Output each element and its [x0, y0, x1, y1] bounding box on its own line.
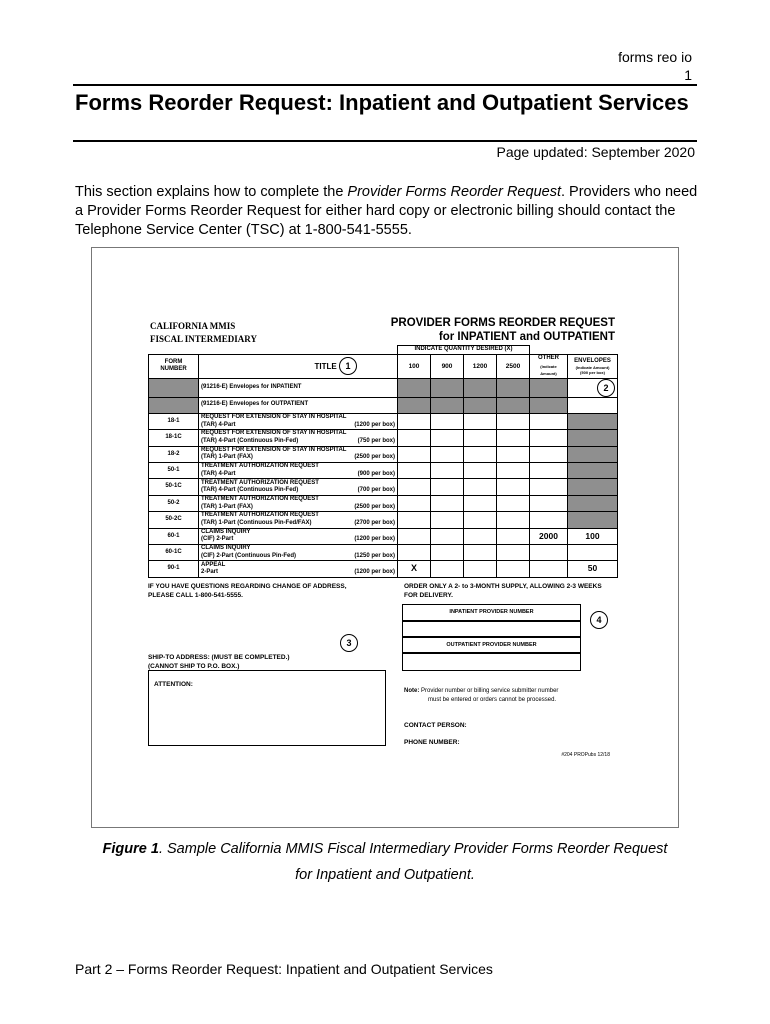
qty-100-cell[interactable] — [398, 479, 431, 495]
form-parts: (TAR) 4-Part — [201, 470, 236, 477]
form-title-line-1: TREATMENT AUTHORIZATION REQUEST — [201, 496, 319, 503]
other-amount-cell[interactable] — [530, 446, 568, 462]
phone-number-label: PHONE NUMBER: — [404, 739, 460, 746]
form-box-qty: (750 per box) — [357, 437, 395, 444]
intro-paragraph — [75, 183, 705, 240]
qty-2500-cell[interactable] — [497, 430, 530, 446]
form-title-cell — [199, 413, 398, 429]
questions-note: IF YOU HAVE QUESTIONS REGARDING CHANGE OF ADDRESS, PLEASE CALL 1-800-541-5555. — [148, 583, 347, 599]
form-number: 50-2C — [149, 512, 199, 528]
shaded-cell — [431, 397, 464, 413]
page-reference — [618, 48, 692, 84]
other-amount-cell[interactable] — [530, 430, 568, 446]
form-title-line-1: APPEAL — [201, 561, 226, 568]
reorder-table — [148, 345, 618, 578]
form-title-line-2 — [201, 438, 395, 446]
form-title-line-2 — [201, 454, 395, 462]
qty-100-cell[interactable] — [398, 545, 431, 561]
table-row — [149, 561, 618, 577]
form-title-cell — [199, 446, 398, 462]
other-amount-cell[interactable] — [530, 463, 568, 479]
form-parts: (CIF) 2-Part — [201, 536, 234, 543]
table-row — [149, 512, 618, 528]
intro-text-b: . Providers who need a Provider Forms Reorder Request for either hard copy or electronic billing should contact the Telephone Service Center (TSC) at 1-800-541-5555. — [75, 184, 698, 238]
qty-2500-cell[interactable] — [497, 528, 530, 544]
page-updated: Page updated: September 2020 — [496, 144, 695, 160]
qty-100-cell[interactable] — [398, 512, 431, 528]
indicate-quantity-header: INDICATE QUANTITY DESIRED (X) — [398, 346, 530, 355]
outpatient-provider-number-input[interactable] — [402, 653, 581, 671]
envelope-title: (91216-E) Envelopes for OUTPATIENT — [199, 397, 398, 413]
form-parts: (TAR) 1-Part (FAX) — [201, 503, 253, 510]
note-line-2: must be entered or orders cannot be processed. — [428, 697, 557, 703]
form-title-cell — [199, 463, 398, 479]
shaded-cell — [149, 378, 199, 397]
col-qty-3: 1200 — [464, 355, 497, 379]
ship-to-address-field[interactable] — [148, 670, 386, 746]
form-title-line-1: TREATMENT AUTHORIZATION REQUEST — [201, 479, 319, 486]
envelope-title: (91216-E) Envelopes for INPATIENT — [199, 378, 398, 397]
form-box-qty: (1200 per box) — [354, 536, 395, 543]
envelope-amount-cell — [568, 446, 618, 462]
form-title — [391, 316, 615, 344]
form-title-line-1: TREATMENT AUTHORIZATION REQUEST — [201, 512, 319, 519]
callout-3: 3 — [340, 634, 358, 652]
form-parts: (TAR) 4-Part (Continuous Pin-Fed) — [201, 487, 299, 494]
shaded-cell — [398, 397, 431, 413]
attention-label: ATTENTION: — [154, 681, 193, 688]
provider-note — [404, 687, 558, 705]
envelope-row — [149, 378, 618, 397]
other-amount-cell[interactable] — [530, 479, 568, 495]
other-amount-cell[interactable] — [530, 413, 568, 429]
qty-1200-cell[interactable] — [464, 413, 497, 429]
form-title-cell — [199, 512, 398, 528]
shaded-cell — [530, 397, 568, 413]
col-envelopes-label: ENVELOPES — [574, 357, 611, 364]
form-number: 50-2 — [149, 495, 199, 511]
org-line-2: FISCAL INTERMEDIARY — [150, 334, 257, 344]
form-number: 18-1C — [149, 430, 199, 446]
ship-to-line-1: SHIP-TO ADDRESS: (MUST BE COMPLETED.) — [148, 654, 290, 661]
org-line-1: CALIFORNIA MMIS — [150, 321, 236, 331]
form-title-line-2 — [201, 504, 395, 512]
col-other-sub: (Indicate Amount) — [540, 363, 557, 376]
form-parts: (TAR) 4-Part — [201, 421, 236, 428]
qty-2500-cell[interactable] — [497, 495, 530, 511]
caption-label: Figure 1 — [102, 841, 159, 857]
table-row — [149, 430, 618, 446]
table-row — [149, 545, 618, 561]
envelope-amount-cell — [568, 495, 618, 511]
form-title-line-2 — [201, 536, 395, 544]
ship-to-line-2: (CANNOT SHIP TO P.O. BOX.) — [148, 663, 240, 670]
form-number: 18-1 — [149, 413, 199, 429]
intro-emphasis: Provider Forms Reorder Request — [347, 184, 561, 200]
contact-person-label: CONTACT PERSON: — [404, 722, 467, 729]
qty-100-cell[interactable]: X — [398, 561, 431, 577]
envelope-row — [149, 397, 618, 413]
form-title-cell — [199, 545, 398, 561]
doc-code: forms reo io — [618, 49, 692, 65]
qty-1200-cell[interactable] — [464, 545, 497, 561]
envelope-amount-cell — [568, 512, 618, 528]
qty-2500-cell[interactable] — [497, 545, 530, 561]
envelope-amount-cell — [568, 463, 618, 479]
page-number: 1 — [684, 67, 692, 83]
col-qty-2: 900 — [431, 355, 464, 379]
form-title-line-2 — [201, 553, 395, 561]
col-other-label: OTHER — [538, 355, 559, 361]
figure-caption — [75, 836, 695, 888]
col-other — [530, 355, 568, 379]
inpatient-provider-number-field[interactable] — [402, 604, 581, 621]
form-number: 50-1 — [149, 463, 199, 479]
qty-900-cell[interactable] — [431, 479, 464, 495]
other-amount-cell[interactable]: 2000 — [530, 528, 568, 544]
col-qty-1: 100 — [398, 355, 431, 379]
qty-900-cell[interactable] — [431, 495, 464, 511]
qty-100-cell[interactable] — [398, 495, 431, 511]
form-title-line-1: REQUEST FOR EXTENSION OF STAY IN HOSPITAL — [201, 414, 347, 421]
qty-2500-cell[interactable] — [497, 463, 530, 479]
envelope-qty-cell[interactable] — [568, 378, 618, 397]
envelope-amount-cell — [568, 413, 618, 429]
note-line-1: Provider number or billing service submitter number — [421, 688, 559, 694]
form-parts: 2-Part — [201, 569, 219, 576]
shaded-cell — [530, 378, 568, 397]
qty-1200-cell[interactable] — [464, 446, 497, 462]
form-title-line-1: REQUEST FOR EXTENSION OF STAY IN HOSPITAL — [201, 446, 347, 453]
form-box-qty: (2500 per box) — [354, 503, 395, 510]
table-row — [149, 463, 618, 479]
form-box-qty: (2500 per box) — [354, 454, 395, 461]
shaded-cell — [497, 397, 530, 413]
form-title-cell — [199, 479, 398, 495]
form-box-qty: (1250 per box) — [354, 552, 395, 559]
intro-text-a: This section explains how to complete the — [75, 184, 348, 200]
shaded-cell — [464, 378, 497, 397]
form-parts: (TAR) 4-Part (Continuous Pin-Fed) — [201, 437, 299, 444]
qty-100-cell[interactable] — [398, 413, 431, 429]
form-parts: (TAR) 1-Part (Continuous Pin-Fed/FAX) — [201, 519, 312, 526]
col-qty-4: 2500 — [497, 355, 530, 379]
form-title-line-1: CLAIMS INQUIRY — [201, 545, 251, 552]
inpatient-provider-number-input[interactable] — [402, 621, 581, 637]
envelope-amount-cell — [568, 430, 618, 446]
form-title-line-2 — [201, 520, 395, 528]
qty-900-cell[interactable] — [431, 413, 464, 429]
qty-900-cell[interactable] — [431, 545, 464, 561]
ship-to-label — [148, 653, 290, 671]
top-rule — [73, 84, 697, 86]
form-title-cell — [199, 561, 398, 577]
table-row — [149, 495, 618, 511]
qty-1200-cell[interactable] — [464, 512, 497, 528]
table-row — [149, 528, 618, 544]
col-envelopes-sub-1: (Indicate Amount) — [575, 365, 610, 370]
envelope-amount-cell[interactable]: 100 — [568, 528, 618, 544]
qty-2500-cell[interactable] — [497, 512, 530, 528]
qty-1200-cell[interactable] — [464, 479, 497, 495]
other-amount-cell[interactable] — [530, 495, 568, 511]
qty-900-cell[interactable] — [431, 463, 464, 479]
form-parts: (TAR) 1-Part (FAX) — [201, 454, 253, 461]
form-title-line-2 — [201, 569, 395, 577]
col-title-label: TITLE — [314, 362, 337, 372]
qty-100-cell[interactable] — [398, 446, 431, 462]
qty-1200-cell[interactable] — [464, 495, 497, 511]
form-title-line-2 — [201, 422, 395, 430]
col-form-number: FORM NUMBER — [149, 355, 199, 379]
qty-1200-cell[interactable] — [464, 561, 497, 577]
envelope-amount-cell[interactable]: 50 — [568, 561, 618, 577]
form-title-cell — [199, 495, 398, 511]
form-number: 90-1 — [149, 561, 199, 577]
outpatient-provider-number-field[interactable] — [402, 637, 581, 653]
title-rule — [73, 140, 697, 142]
shaded-cell — [497, 378, 530, 397]
shaded-cell — [431, 378, 464, 397]
table-row — [149, 413, 618, 429]
outpatient-provider-number-label: OUTPATIENT PROVIDER NUMBER — [446, 642, 537, 648]
order-note: ORDER ONLY A 2- to 3-MONTH SUPPLY, ALLOWING 2-3 WEEKS FOR DELIVERY. — [404, 583, 602, 599]
table-row — [149, 446, 618, 462]
form-title-line-1: PROVIDER FORMS REORDER REQUEST — [390, 317, 615, 329]
other-amount-cell[interactable] — [530, 545, 568, 561]
col-envelopes-sub-2: (500 per box) — [580, 370, 605, 375]
form-box-qty: (2700 per box) — [354, 519, 395, 526]
form-box-qty: (1200 per box) — [354, 569, 395, 576]
form-box-qty: (700 per box) — [357, 487, 395, 494]
form-title-line-2 — [201, 487, 395, 495]
form-rows — [149, 413, 618, 577]
shaded-cell — [464, 397, 497, 413]
qty-100-cell[interactable] — [398, 528, 431, 544]
form-number: 18-2 — [149, 446, 199, 462]
org-name — [150, 320, 257, 346]
form-number: 50-1C — [149, 479, 199, 495]
other-amount-cell[interactable] — [530, 561, 568, 577]
form-number: 60-1 — [149, 528, 199, 544]
qty-2500-cell[interactable] — [497, 413, 530, 429]
form-title-line-2: for INPATIENT and OUTPATIENT — [438, 331, 615, 343]
qty-900-cell[interactable] — [431, 446, 464, 462]
qty-1200-cell[interactable] — [464, 528, 497, 544]
form-title-line-1: CLAIMS INQUIRY — [201, 528, 251, 535]
form-code: #204 PROPubs 12/18 — [561, 752, 610, 758]
qty-2500-cell[interactable] — [497, 561, 530, 577]
envelope-amount-cell[interactable] — [568, 545, 618, 561]
form-title-cell — [199, 528, 398, 544]
qty-900-cell[interactable] — [431, 528, 464, 544]
form-number: 60-1C — [149, 545, 199, 561]
caption-line-2: for Inpatient and Outpatient. — [295, 867, 475, 883]
inpatient-provider-number-label: INPATIENT PROVIDER NUMBER — [449, 609, 534, 615]
form-title-line-1: TREATMENT AUTHORIZATION REQUEST — [201, 463, 319, 470]
col-envelopes — [568, 355, 618, 379]
qty-2500-cell[interactable] — [497, 479, 530, 495]
qty-100-cell[interactable] — [398, 463, 431, 479]
callout-2: 2 — [597, 379, 615, 397]
callout-1: 1 — [339, 357, 357, 375]
form-parts: (CIF) 2-Part (Continuous Pin-Fed) — [201, 552, 296, 559]
shaded-cell — [149, 397, 199, 413]
qty-100-cell[interactable] — [398, 430, 431, 446]
form-title-line-2 — [201, 471, 395, 479]
qty-2500-cell[interactable] — [497, 446, 530, 462]
note-label: Note: — [404, 688, 420, 694]
qty-900-cell[interactable] — [431, 430, 464, 446]
caption-line-1: . Sample California MMIS Fiscal Intermediary Provider Forms Reorder Request — [158, 841, 668, 857]
col-title — [199, 355, 398, 379]
qty-1200-cell[interactable] — [464, 430, 497, 446]
form-box-qty: (900 per box) — [357, 470, 395, 477]
table-row — [149, 479, 618, 495]
callout-4: 4 — [590, 611, 608, 629]
form-title-line-1: REQUEST FOR EXTENSION OF STAY IN HOSPITAL — [201, 430, 347, 437]
qty-900-cell[interactable] — [431, 561, 464, 577]
form-title-cell — [199, 430, 398, 446]
envelope-qty-cell[interactable] — [568, 397, 618, 413]
shaded-cell — [398, 378, 431, 397]
envelope-amount-cell — [568, 479, 618, 495]
qty-1200-cell[interactable] — [464, 463, 497, 479]
qty-900-cell[interactable] — [431, 512, 464, 528]
form-box-qty: (1200 per box) — [354, 421, 395, 428]
page-footer: Part 2 – Forms Reorder Request: Inpatient and Outpatient Services — [75, 961, 493, 977]
page-title: Forms Reorder Request: Inpatient and Outpatient Services — [75, 90, 689, 115]
other-amount-cell[interactable] — [530, 512, 568, 528]
